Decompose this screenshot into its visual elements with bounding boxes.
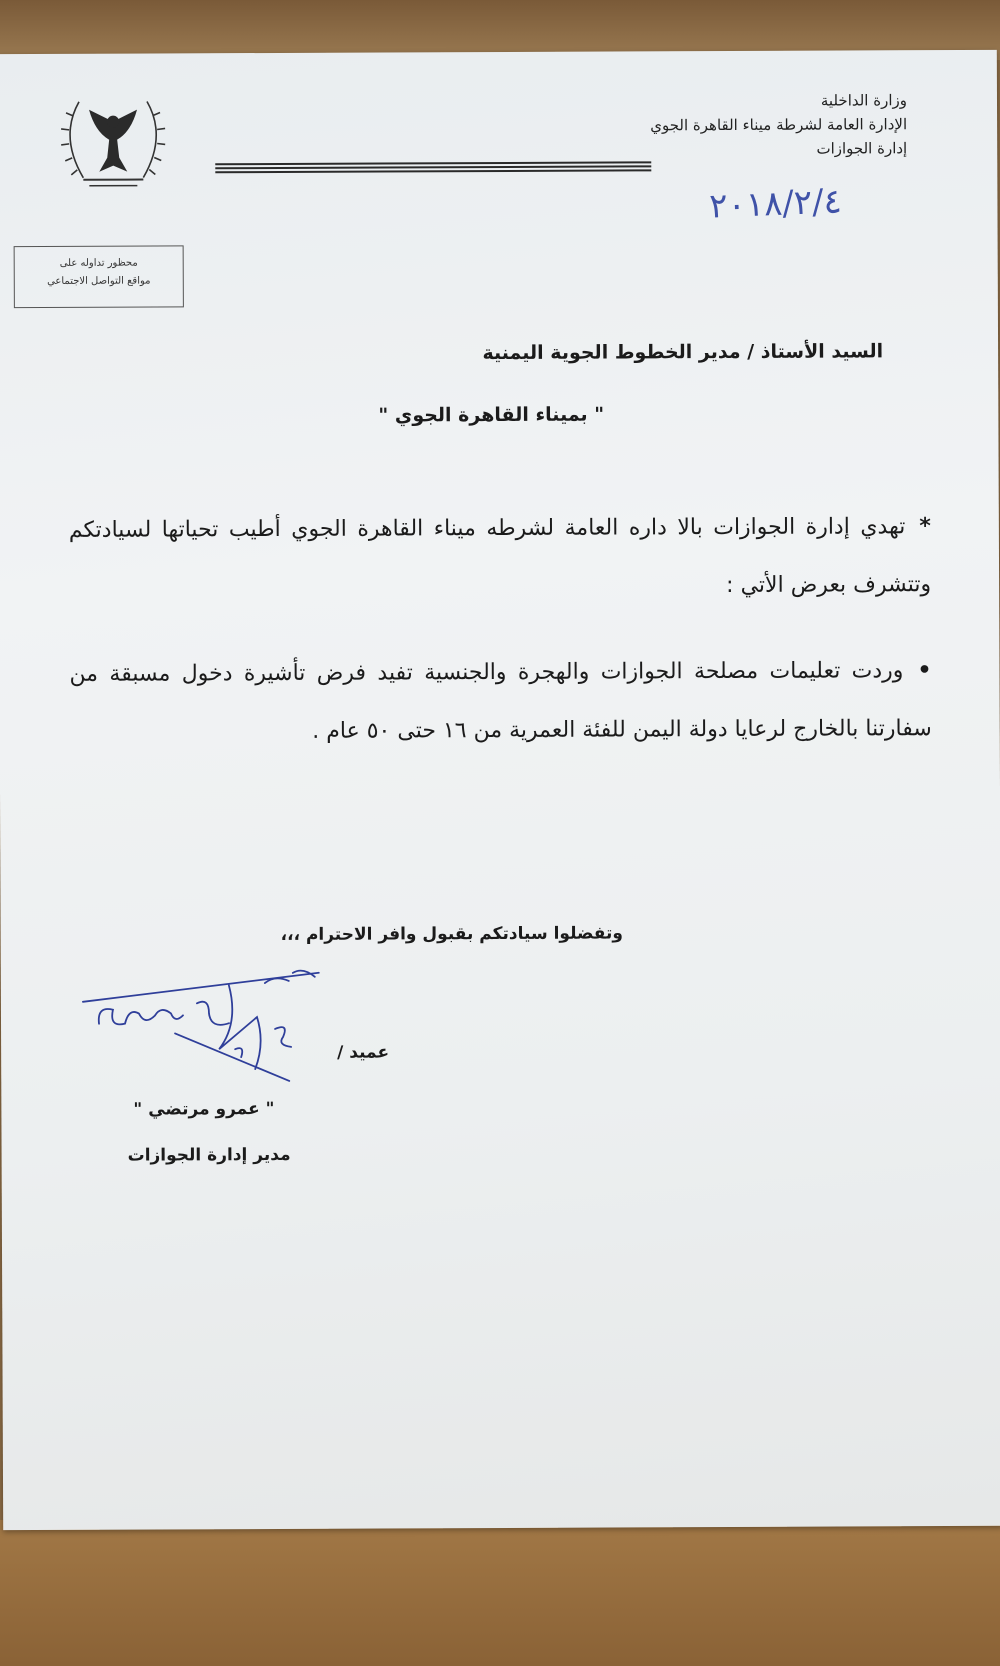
signatory-rank: عميد / — [337, 1042, 390, 1063]
handwritten-signature-icon — [79, 953, 350, 1094]
handwritten-date: ٢٠١٨/٢/٤ — [708, 181, 843, 227]
notice-line-1: محظور تداوله على — [59, 257, 138, 269]
paragraph-text: تهدي إدارة الجوازات بالا داره العامة لشرطه ميناء القاهرة الجوي أطيب تحياتها لسيادتكم وتتشرف بعرض الأتي : — [68, 514, 932, 599]
restriction-notice-box — [14, 245, 184, 308]
letter-page — [0, 50, 1000, 1530]
addressee-place: " بميناء القاهرة الجوي " — [378, 403, 605, 427]
paragraph-visa-instruction — [69, 642, 931, 762]
addressee-line: السيد الأستاذ / مدير الخطوط الجوية اليمنية — [482, 340, 884, 365]
paragraph-greeting — [69, 498, 931, 618]
closing-salutation: وتفضلوا سيادتكم بقبول وافر الاحترام ،،، — [280, 923, 623, 945]
dot-bullet-icon: • — [917, 658, 932, 684]
letterhead — [650, 88, 907, 161]
signatory-name: " عمرو مرتضي " — [133, 1098, 275, 1120]
police-eagle-emblem-icon — [49, 81, 178, 200]
department-name: إدارة الجوازات — [816, 139, 908, 158]
letterhead-divider — [215, 161, 651, 177]
desk-background-bottom — [0, 1520, 1000, 1666]
directorate-name: الإدارة العامة لشرطة ميناء القاهرة الجوي — [650, 115, 908, 135]
paragraph-text: وردت تعليمات مصلحة الجوازات والهجرة والجنسية تفيد فرض تأشيرة دخول مسبقة من سفارتنا بالخارج لرعايا دولة اليمن للفئة العمرية من ١٦ حتى ٥٠ عام . — [69, 658, 932, 744]
notice-line-2: مواقع التواصل الاجتماعي — [47, 275, 151, 287]
asterisk-bullet-icon: * — [919, 514, 931, 540]
ministry-name: وزارة الداخلية — [820, 91, 908, 110]
signatory-title: مدير إدارة الجوازات — [127, 1144, 291, 1166]
